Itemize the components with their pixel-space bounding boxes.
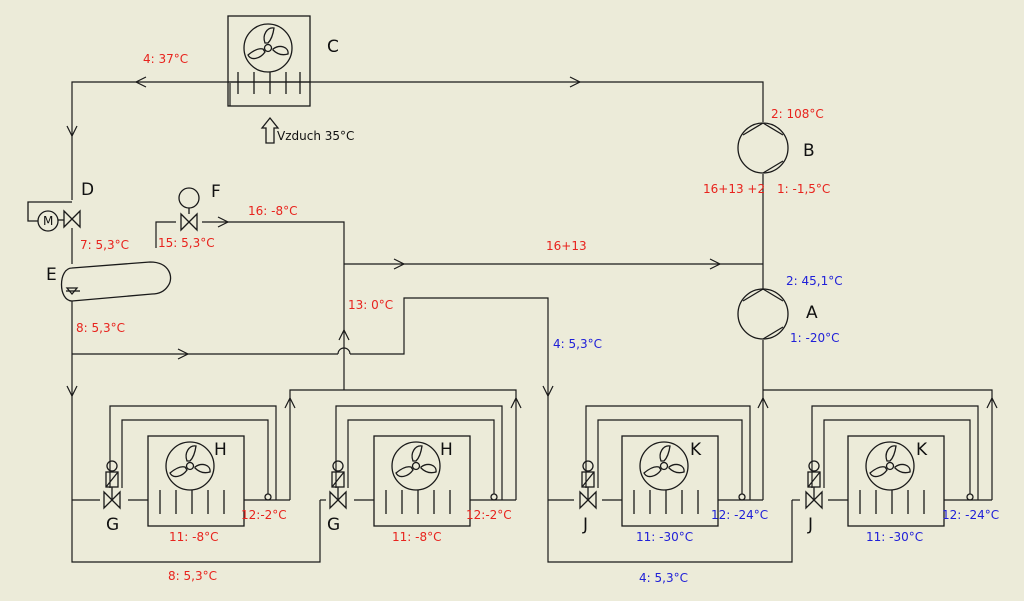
component-label-b: B (803, 141, 815, 161)
air-inlet-arrow-icon (262, 118, 278, 143)
component-label-e: E (46, 265, 57, 285)
component-label-j1: J (583, 515, 589, 535)
label-12-k1: 12: -24°C (711, 508, 769, 522)
evaporator-h2 (374, 436, 470, 526)
label-11-k2: 11: -30°C (866, 530, 924, 544)
label-2-108: 2: 108°C (771, 107, 824, 121)
motor-valve-d (28, 202, 80, 231)
label-4-5-3: 4: 5,3°C (553, 337, 602, 351)
component-label-g2: G (327, 515, 341, 535)
label-16: 16: -8°C (248, 204, 298, 218)
label-8-bottom: 8: 5,3°C (168, 569, 217, 583)
component-label-k2: K (916, 440, 928, 460)
receiver-e (62, 262, 171, 301)
label-8-top: 8: 5,3°C (76, 321, 125, 335)
label-7: 7: 5,3°C (80, 238, 129, 252)
label-15: 15: 5,3°C (158, 236, 215, 250)
component-label-h2: H (440, 440, 453, 460)
label-12-h2: 12:-2°C (466, 508, 512, 522)
evaporator-k1-piping (548, 406, 763, 500)
compressor-a (738, 289, 788, 339)
expansion-valve-g1 (104, 461, 120, 508)
label-flow-16-13: 16+13 (546, 239, 587, 253)
label-11-h1: 11: -8°C (169, 530, 219, 544)
air-inlet-label: Vzduch 35°C (277, 129, 355, 143)
evaporator-h1-piping (72, 406, 290, 500)
expansion-valve-g2 (330, 461, 346, 508)
label-2-45: 2: 45,1°C (786, 274, 843, 288)
component-label-g1: G (106, 515, 120, 535)
component-label-h1: H (214, 440, 227, 460)
expansion-valve-j2 (806, 461, 822, 508)
compressor-b (738, 123, 788, 173)
label-1-minus20: 1: -20°C (790, 331, 840, 345)
label-4-bottom: 4: 5,3°C (639, 571, 688, 585)
piping (72, 82, 992, 562)
evaporator-h2-piping (320, 406, 516, 500)
component-label-a: A (806, 303, 818, 323)
float-valve-f (179, 188, 199, 230)
label-11-k1: 11: -30°C (636, 530, 694, 544)
component-label-k1: K (690, 440, 702, 460)
component-label-j2: J (808, 515, 814, 535)
evaporator-h1 (148, 436, 244, 526)
component-label-d: D (81, 180, 95, 200)
expansion-valve-j1 (580, 461, 596, 508)
component-label-f: F (211, 182, 221, 202)
component-label-c: C (327, 37, 339, 57)
motor-label: M (43, 214, 54, 228)
label-b-inflow: 16+13 +2 (703, 182, 766, 196)
label-11-h2: 11: -8°C (392, 530, 442, 544)
label-4-37: 4: 37°C (143, 52, 189, 66)
label-13: 13: 0°C (348, 298, 394, 312)
condenser-c (228, 16, 310, 106)
evaporator-k2 (848, 436, 944, 526)
label-12-h1: 12:-2°C (241, 508, 287, 522)
label-12-k2: 12: -24°C (942, 508, 1000, 522)
evaporator-k2-piping (792, 406, 992, 500)
label-1-minus1-5: 1: -1,5°C (777, 182, 831, 196)
evaporator-k1 (622, 436, 718, 526)
